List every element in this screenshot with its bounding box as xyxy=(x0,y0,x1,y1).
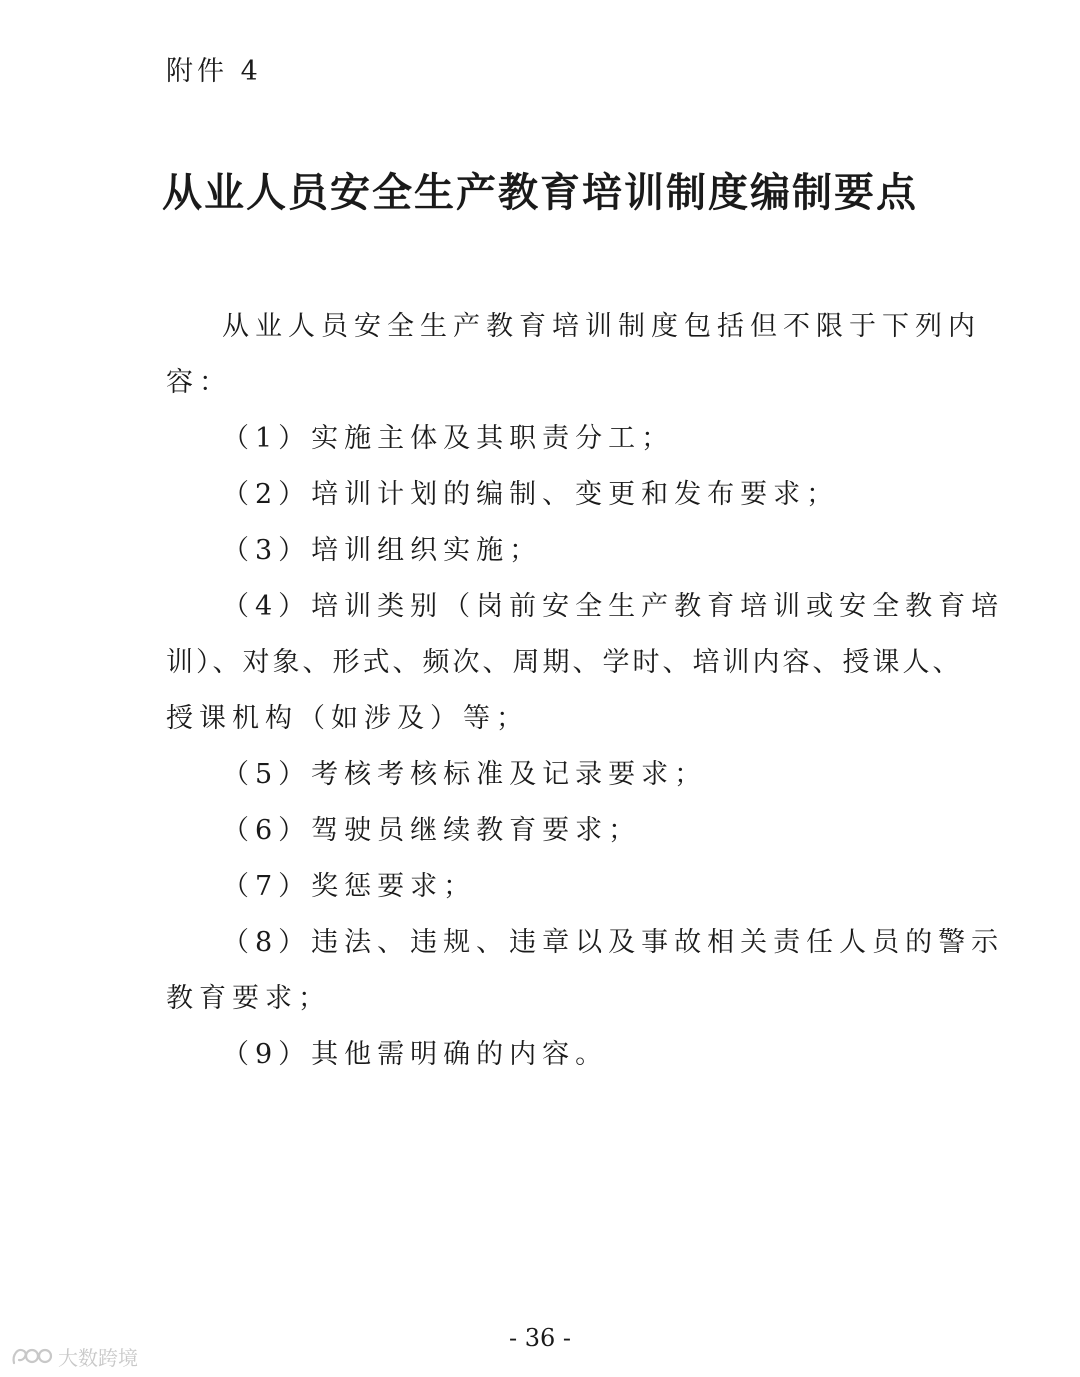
list-item-8-line-1: （8）违法、违规、违章以及事故相关责任人员的警示 xyxy=(222,927,1005,958)
list-item-8-line-2: 教育要求； xyxy=(166,983,331,1014)
intro-line-1: 从业人员安全生产教育培训制度包括但不限于下列内 xyxy=(222,311,981,342)
list-item-4-line-3: 授课机构（如涉及）等； xyxy=(166,703,529,734)
brand-logo-icon xyxy=(10,1343,54,1369)
list-item-4-line-1: （4）培训类别（岗前安全生产教育培训或安全教育培 xyxy=(222,591,1005,622)
watermark xyxy=(10,1340,138,1372)
list-item-9: （9）其他需明确的内容。 xyxy=(222,1039,609,1070)
list-item-3: （3）培训组织实施； xyxy=(222,535,543,566)
list-item-6: （6）驾驶员继续教育要求； xyxy=(222,815,642,846)
list-item-4-line-2: 训）、对象、形式、频次、周期、学时、培训内容、授课人、 xyxy=(166,647,963,678)
list-item-2: （2）培训计划的编制、变更和发布要求； xyxy=(222,479,840,510)
intro-line-2: 容： xyxy=(166,367,232,398)
watermark-text: 大数跨境 xyxy=(58,1345,138,1370)
attachment-label: 附件 4 xyxy=(166,56,262,87)
page-number: - 36 - xyxy=(508,1324,571,1352)
list-item-1: （1）实施主体及其职责分工； xyxy=(222,423,675,454)
list-item-7: （7）奖惩要求； xyxy=(222,871,477,902)
document-title: 从业人员安全生产教育培训制度编制要点 xyxy=(162,170,918,216)
list-item-5: （5）考核考核标准及记录要求； xyxy=(222,759,708,790)
